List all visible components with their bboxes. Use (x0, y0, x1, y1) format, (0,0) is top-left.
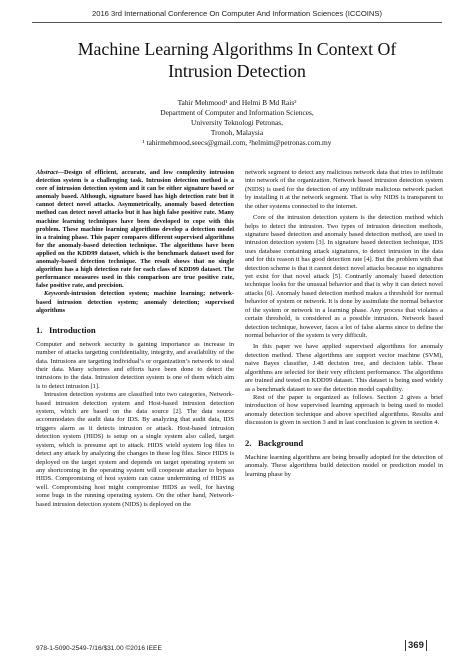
section-title: Background (258, 437, 304, 448)
footer-page-number (405, 640, 427, 651)
author-university: University Teknologi Petronas, (191, 118, 283, 127)
section-heading-background (245, 438, 443, 448)
intro-paragraph-5: In this paper we have applied supervised algorithms for anomaly detection method. These algorithms are support vector machine (SVM), naive Bayes classifier, J.48 decision tree, and decision table. These algorithms are selected for their very efficient performance. The algorithms are trained and tested on KDD99 dataset. This dataset is being used widely as a benchmark dataset to see the detection model capability. (245, 343, 443, 393)
keywords-lead: Keywords (44, 290, 70, 298)
section-number: 1. (36, 324, 43, 335)
abstract (36, 169, 234, 290)
left-column (36, 169, 234, 509)
paper-title (20, 38, 454, 82)
section-heading-introduction (36, 325, 234, 335)
author-department: Department of Computer and Information Sciences, (160, 108, 314, 117)
right-column (245, 169, 443, 479)
author-location: Tronoh, Malaysia (210, 128, 264, 137)
intro-paragraph-1: Computer and network security is gaining importance as increase in number of attacks targeting confidentiality, integrity, and availability of the data. Intrusions are targeting individual’s or organization’s network to steal their data. Many schemes and efforts have been done to detect the intrusions to the data. Intrusion detection system is one of them which aim is to detect intrusion [1]. (36, 340, 234, 390)
section-title: Introduction (49, 324, 96, 335)
abstract-lead: Abstract (36, 169, 58, 176)
keywords-text: -intrusion detection system; machine learning; network-based intrusion detection system; anomaly detection; supervised algorithms (36, 290, 234, 314)
intro-paragraph-2: Intrusion detection systems are classified into two categories, Network-based intrusion detection system and Host-based intrusion detection system, which are based on the data source [2]. The data source accommodates the audit data for IDS. By analyzing that audit data, IDS triggers alarm as it detects intrusion or attack. Host-based intrusion detection system (HIDS) is setup on a single system also called, target system, which is presume apt to attack. HIDS wield system log files to detect any attack by analyzing the changes in these log files. Since HIDS is deployed on the target system and depends on target operating system so any shortcoming in the operating system will cooperate attacker to bypass HIDS. Compromising of host system can cause undermining of HIDS as well. Compromising host might compromise HIDS as well, for having some bugs in the running operating system. On the other hand, Network-based intrusion detection system (NIDS) is deployed on the (36, 391, 234, 508)
background-paragraph-1: Machine learning algorithms are being broadly adopted for the detection of anomaly. These algorithms build detection model or prediction model in learning phase by (245, 453, 443, 478)
abstract-text: —Design of efficient, accurate, and low complexity intrusion detection system is a challenging task. Intrusion detection method is a core of intrusion detection system and it can be either signature based or anomaly based. Although, signature based has high detection rate but it cannot detect novel attacks. Asymmetrically, anomaly based detection method can detect novel attacks but it has high false positive rate. Many machine learning techniques have been developed to cope with this problem. These machine learning algorithms develop a detection model in a training phase. This paper compares different supervised algorithms for the anomaly-based detection technique. The algorithms have been applied on the KDD99 dataset, which is the benchmark dataset used for anomaly-based detection technique. The result shows that no single algorithm has a high detection rate for each class of KDD99 dataset. The performance measures used in this comparison are true positive rate, false positive rate, and precision. (36, 169, 234, 290)
section-number: 2. (245, 437, 252, 448)
author-block (0, 98, 474, 148)
author-emails: ¹ tahirmehmood.seecs@gmail.com, ²helmim@petronas.com.my (142, 138, 332, 147)
paper-title-line-1: Machine Learning Algorithms In Context Of (77, 39, 397, 59)
keywords (36, 290, 234, 314)
paper-title-line-2: Intrusion Detection (168, 61, 306, 81)
page-number: 369 (405, 640, 427, 651)
intro-paragraph-3: network segment to detect any malicious network data that tries to infiltrate into network of the organization. Network based intrusion detection system (NIDS) is used for the detection of any infiltrate malicious network packet by installing it at the network segment. That is why NIDS is transparent to the other systems connected to the internet. (245, 169, 443, 210)
intro-paragraph-6: Rest of the paper is organized as follows. Section 2 gives a brief introduction of how supervised learning approach is being used to model anomaly detection technique and above specified algorithms. Results and discussion is given in section 3 and in last conclusion is given in section 4. (245, 393, 443, 427)
conference-header: 2016 3rd International Conference On Computer And Information Sciences (ICCOINS) (92, 9, 382, 18)
header-rule (32, 22, 442, 23)
intro-paragraph-4: Core of the intrusion detection system is the detection method which helps to detect the intrusion. Two types of intrusion detection methods, signature based detection and anomaly based detection method, are used in intrusion detection system [3]. In signature based detection technique, IDS uses database containing attack signatures, to detect intrusion in the data and for this reason it has good detection rate [4]. But the problem with that detection scheme is that it cannot detect novel attacks because no signatures yet exist for that novel attack [5]. Contrarily anomaly based detection technique looks for the unusual behavior and that is why it can detect novel attacks [6]. Anomaly based detection method makes a threshold for normal behavior of system or network. It is done by assimilate the normal behavior of the system or network in a learning phase. Any process that violates a certain threshold, is considered as a possible intrusion. Network based detection technique, however, faces a lot of false alarms since to define the normal behavior of the system is very difficult. (245, 214, 443, 340)
author-names: Tahir Mehmood¹ and Helmi B Md Rais² (177, 98, 297, 107)
footer-isbn: 978-1-5090-2549-7/16/$31.00 ©2016 IEEE (36, 645, 162, 652)
